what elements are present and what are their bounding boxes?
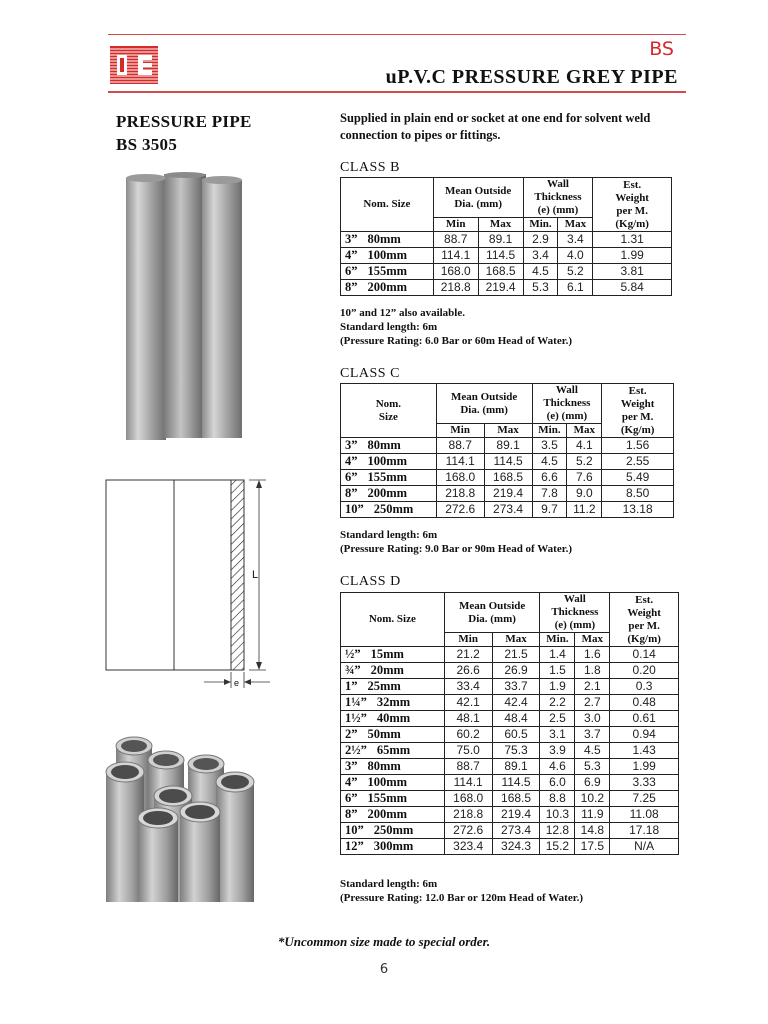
table-row bbox=[341, 679, 679, 695]
od-max-cell: 168.5 bbox=[478, 264, 523, 280]
class-b-note: Standard length: 6m bbox=[340, 321, 438, 333]
table-row bbox=[341, 248, 672, 264]
nom-size-header: Nom. Size bbox=[341, 178, 434, 232]
nominal-size-cell bbox=[341, 791, 445, 807]
nominal-size-cell bbox=[341, 711, 445, 727]
wt-max-cell: 7.6 bbox=[567, 470, 602, 486]
od-max-cell: 89.1 bbox=[484, 438, 532, 454]
size-mm: 200mm bbox=[367, 807, 408, 821]
table-row bbox=[341, 759, 679, 775]
nominal-size-cell bbox=[341, 679, 445, 695]
wt-max-cell: 3.0 bbox=[575, 711, 610, 727]
nominal-size-cell bbox=[341, 647, 445, 663]
header-top-rule bbox=[108, 34, 686, 35]
od-max-header: Max bbox=[484, 424, 532, 438]
od-min-cell: 218.8 bbox=[436, 486, 484, 502]
od-min-cell: 33.4 bbox=[444, 679, 492, 695]
size-mm: 25mm bbox=[367, 679, 401, 693]
size-mm: 155mm bbox=[367, 470, 408, 484]
size-inch: 4” bbox=[345, 248, 358, 262]
class-d-label: CLASS D bbox=[340, 574, 401, 589]
od-max-cell: 42.4 bbox=[492, 695, 540, 711]
wt-min-header: Min. bbox=[523, 218, 558, 232]
wt-min-cell: 2.2 bbox=[540, 695, 575, 711]
wt-min-cell: 10.3 bbox=[540, 807, 575, 823]
od-min-cell: 218.8 bbox=[433, 280, 478, 296]
size-mm: 80mm bbox=[367, 759, 401, 773]
wt-min-cell: 3.9 bbox=[540, 743, 575, 759]
weight-cell: N/A bbox=[610, 839, 679, 855]
class-b-label: CLASS B bbox=[340, 160, 400, 175]
nominal-size-cell bbox=[341, 823, 445, 839]
size-inch: 8” bbox=[345, 807, 358, 821]
class-b-note: 10” and 12” also available. bbox=[340, 307, 465, 319]
product-heading bbox=[116, 110, 252, 156]
class-d-note: Standard length: 6m bbox=[340, 878, 438, 890]
class-b-note: (Pressure Rating: 6.0 Bar or 60m Head of Water.) bbox=[340, 335, 572, 347]
wt-max-cell: 6.9 bbox=[575, 775, 610, 791]
wt-min-cell: 1.5 bbox=[540, 663, 575, 679]
size-inch: 6” bbox=[345, 791, 358, 805]
wt-max-cell: 5.2 bbox=[567, 454, 602, 470]
nominal-size-cell bbox=[341, 775, 445, 791]
size-mm: 250mm bbox=[373, 823, 414, 837]
weight-cell: 0.20 bbox=[610, 663, 679, 679]
size-inch: 2½” bbox=[345, 743, 367, 757]
wt-max-cell: 4.1 bbox=[567, 438, 602, 454]
nominal-size-cell bbox=[341, 438, 437, 454]
size-mm: 80mm bbox=[367, 438, 401, 452]
od-max-cell: 48.4 bbox=[492, 711, 540, 727]
od-min-header: Min bbox=[444, 633, 492, 647]
weight-cell: 0.48 bbox=[610, 695, 679, 711]
table-row bbox=[341, 743, 679, 759]
od-max-cell: 33.7 bbox=[492, 679, 540, 695]
special-order-footnote: *Uncommon size made to special order. bbox=[277, 934, 491, 949]
page-title: uP.V.C PRESSURE GREY PIPE bbox=[385, 66, 678, 88]
size-inch: 8” bbox=[345, 280, 358, 294]
table-row bbox=[341, 470, 674, 486]
nominal-size-cell bbox=[341, 695, 445, 711]
od-max-cell: 75.3 bbox=[492, 743, 540, 759]
thickness-label: e bbox=[234, 678, 240, 688]
weight-cell: 17.18 bbox=[610, 823, 679, 839]
size-mm: 200mm bbox=[367, 280, 408, 294]
nominal-size-cell bbox=[341, 663, 445, 679]
weight-cell: 1.99 bbox=[593, 248, 672, 264]
size-inch: 3” bbox=[345, 438, 358, 452]
wt-min-cell: 4.5 bbox=[532, 454, 567, 470]
size-inch: 1¼” bbox=[345, 695, 367, 709]
nominal-size-cell bbox=[341, 264, 434, 280]
od-max-cell: 89.1 bbox=[478, 232, 523, 248]
class-b-notes bbox=[340, 306, 572, 348]
od-min-cell: 272.6 bbox=[444, 823, 492, 839]
class-c-label: CLASS C bbox=[340, 366, 400, 381]
size-mm: 40mm bbox=[376, 711, 411, 725]
size-inch: 6” bbox=[345, 470, 358, 484]
nominal-size-cell bbox=[341, 486, 437, 502]
size-mm: 32mm bbox=[376, 695, 411, 709]
size-mm: 100mm bbox=[367, 248, 408, 262]
od-min-cell: 48.1 bbox=[444, 711, 492, 727]
table-row bbox=[341, 454, 674, 470]
class-d-notes bbox=[340, 877, 583, 905]
nominal-size-cell bbox=[341, 807, 445, 823]
class-b-table bbox=[340, 177, 672, 296]
product-heading-line2: BS 3505 bbox=[116, 135, 178, 154]
wt-max-cell: 4.0 bbox=[558, 248, 593, 264]
table-row bbox=[341, 727, 679, 743]
size-inch: 4” bbox=[345, 454, 358, 468]
od-max-cell: 60.5 bbox=[492, 727, 540, 743]
wt-min-cell: 3.4 bbox=[523, 248, 558, 264]
od-max-header: Max bbox=[492, 633, 540, 647]
wt-max-cell: 9.0 bbox=[567, 486, 602, 502]
od-min-cell: 168.0 bbox=[433, 264, 478, 280]
nom-size-header: Nom. Size bbox=[341, 593, 445, 647]
od-min-cell: 114.1 bbox=[436, 454, 484, 470]
size-inch: 10” bbox=[345, 502, 364, 516]
od-min-cell: 26.6 bbox=[444, 663, 492, 679]
wt-min-cell: 6.0 bbox=[540, 775, 575, 791]
od-min-cell: 114.1 bbox=[433, 248, 478, 264]
od-min-cell: 168.0 bbox=[436, 470, 484, 486]
od-min-cell: 88.7 bbox=[433, 232, 478, 248]
pipe-bundle-photo bbox=[104, 736, 264, 902]
mean-od-header: Mean Outside Dia. (mm) bbox=[433, 178, 523, 218]
wt-max-cell: 6.1 bbox=[558, 280, 593, 296]
table-row bbox=[341, 438, 674, 454]
standard-code: BS bbox=[649, 38, 674, 60]
wt-min-cell: 8.8 bbox=[540, 791, 575, 807]
nominal-size-cell bbox=[341, 502, 437, 518]
nominal-size-cell bbox=[341, 280, 434, 296]
size-mm: 300mm bbox=[373, 839, 414, 853]
od-min-cell: 60.2 bbox=[444, 727, 492, 743]
od-max-cell: 168.5 bbox=[484, 470, 532, 486]
size-mm: 100mm bbox=[367, 775, 408, 789]
class-c-note: (Pressure Rating: 9.0 Bar or 90m Head of Water.) bbox=[340, 543, 572, 555]
weight-cell: 0.14 bbox=[610, 647, 679, 663]
wt-min-header: Min. bbox=[540, 633, 575, 647]
od-max-cell: 26.9 bbox=[492, 663, 540, 679]
weight-cell: 8.50 bbox=[602, 486, 674, 502]
nominal-size-cell bbox=[341, 232, 434, 248]
size-inch: 1½” bbox=[345, 711, 367, 725]
wt-max-header: Max bbox=[575, 633, 610, 647]
table-row bbox=[341, 823, 679, 839]
nominal-size-cell bbox=[341, 839, 445, 855]
od-max-cell: 324.3 bbox=[492, 839, 540, 855]
weight-cell: 7.25 bbox=[610, 791, 679, 807]
company-logo bbox=[110, 46, 158, 84]
wt-max-cell: 1.6 bbox=[575, 647, 610, 663]
wt-min-cell: 5.3 bbox=[523, 280, 558, 296]
wt-min-cell: 4.6 bbox=[540, 759, 575, 775]
wt-min-cell: 9.7 bbox=[532, 502, 567, 518]
est-weight-header: Est. Weight per M. (Kg/m) bbox=[610, 593, 679, 647]
size-inch: 3” bbox=[345, 759, 358, 773]
length-label: L bbox=[252, 569, 259, 581]
size-mm: 200mm bbox=[367, 486, 408, 500]
wall-thickness-header: Wall Thickness (e) (mm) bbox=[532, 384, 602, 424]
class-d-table bbox=[340, 592, 679, 855]
weight-cell: 5.84 bbox=[593, 280, 672, 296]
wall-thickness-header: Wall Thickness (e) (mm) bbox=[523, 178, 593, 218]
size-inch: 2” bbox=[345, 727, 358, 741]
weight-cell: 1.56 bbox=[602, 438, 674, 454]
wt-min-cell: 4.5 bbox=[523, 264, 558, 280]
nominal-size-cell bbox=[341, 727, 445, 743]
weight-cell: 1.43 bbox=[610, 743, 679, 759]
od-max-cell: 219.4 bbox=[478, 280, 523, 296]
header-bottom-rule bbox=[108, 91, 686, 93]
wt-min-cell: 2.5 bbox=[540, 711, 575, 727]
class-d-note: (Pressure Rating: 12.0 Bar or 120m Head of Water.) bbox=[340, 892, 583, 904]
pipe-photo bbox=[126, 172, 244, 442]
table-row bbox=[341, 711, 679, 727]
wt-max-cell: 2.1 bbox=[575, 679, 610, 695]
weight-cell: 0.94 bbox=[610, 727, 679, 743]
weight-cell: 2.55 bbox=[602, 454, 674, 470]
od-max-cell: 219.4 bbox=[492, 807, 540, 823]
size-inch: ¾” bbox=[345, 663, 361, 677]
wt-max-cell: 11.2 bbox=[567, 502, 602, 518]
od-max-cell: 219.4 bbox=[484, 486, 532, 502]
size-mm: 80mm bbox=[367, 232, 401, 246]
od-max-cell: 89.1 bbox=[492, 759, 540, 775]
table-row bbox=[341, 695, 679, 711]
size-mm: 65mm bbox=[376, 743, 411, 757]
wt-max-cell: 3.7 bbox=[575, 727, 610, 743]
nominal-size-cell bbox=[341, 454, 437, 470]
od-min-header: Min bbox=[436, 424, 484, 438]
wt-min-cell: 3.1 bbox=[540, 727, 575, 743]
weight-cell: 1.99 bbox=[610, 759, 679, 775]
od-max-header: Max bbox=[478, 218, 523, 232]
od-min-cell: 114.1 bbox=[444, 775, 492, 791]
est-weight-header: Est. Weight per M. (Kg/m) bbox=[593, 178, 672, 232]
size-mm: 20mm bbox=[370, 663, 404, 677]
wt-max-cell: 5.3 bbox=[575, 759, 610, 775]
table-row bbox=[341, 647, 679, 663]
table-row bbox=[341, 502, 674, 518]
od-min-cell: 42.1 bbox=[444, 695, 492, 711]
product-heading-line1: PRESSURE PIPE bbox=[116, 112, 252, 131]
wt-min-cell: 7.8 bbox=[532, 486, 567, 502]
est-weight-header: Est. Weight per M. (Kg/m) bbox=[602, 384, 674, 438]
weight-cell: 0.3 bbox=[610, 679, 679, 695]
table-row bbox=[341, 839, 679, 855]
od-max-cell: 21.5 bbox=[492, 647, 540, 663]
wt-min-cell: 1.9 bbox=[540, 679, 575, 695]
nom-size-header: Nom. Size bbox=[341, 384, 437, 438]
size-inch: 3” bbox=[345, 232, 358, 246]
od-max-cell: 168.5 bbox=[492, 791, 540, 807]
nominal-size-cell bbox=[341, 743, 445, 759]
wt-max-cell: 14.8 bbox=[575, 823, 610, 839]
od-min-cell: 88.7 bbox=[436, 438, 484, 454]
wt-min-cell: 2.9 bbox=[523, 232, 558, 248]
od-max-cell: 114.5 bbox=[492, 775, 540, 791]
page-number: 6 bbox=[379, 962, 389, 977]
od-max-cell: 114.5 bbox=[478, 248, 523, 264]
od-min-cell: 75.0 bbox=[444, 743, 492, 759]
nominal-size-cell bbox=[341, 248, 434, 264]
size-inch: ½” bbox=[345, 647, 361, 661]
od-max-cell: 273.4 bbox=[492, 823, 540, 839]
wt-max-cell: 3.4 bbox=[558, 232, 593, 248]
wt-max-header: Max bbox=[567, 424, 602, 438]
size-mm: 100mm bbox=[367, 454, 408, 468]
weight-cell: 11.08 bbox=[610, 807, 679, 823]
size-mm: 155mm bbox=[367, 264, 408, 278]
table-row bbox=[341, 486, 674, 502]
size-mm: 250mm bbox=[373, 502, 414, 516]
wt-max-header: Max bbox=[558, 218, 593, 232]
size-mm: 15mm bbox=[370, 647, 404, 661]
pipe-section-diagram bbox=[104, 476, 276, 692]
weight-cell: 5.49 bbox=[602, 470, 674, 486]
wt-min-header: Min. bbox=[532, 424, 567, 438]
weight-cell: 13.18 bbox=[602, 502, 674, 518]
size-inch: 1” bbox=[345, 679, 358, 693]
class-c-note: Standard length: 6m bbox=[340, 529, 438, 541]
weight-cell: 3.81 bbox=[593, 264, 672, 280]
od-max-cell: 114.5 bbox=[484, 454, 532, 470]
size-inch: 12” bbox=[345, 839, 364, 853]
wt-max-cell: 2.7 bbox=[575, 695, 610, 711]
table-row bbox=[341, 663, 679, 679]
wt-max-cell: 5.2 bbox=[558, 264, 593, 280]
mean-od-header: Mean Outside Dia. (mm) bbox=[444, 593, 540, 633]
mean-od-header: Mean Outside Dia. (mm) bbox=[436, 384, 532, 424]
wt-min-cell: 12.8 bbox=[540, 823, 575, 839]
od-min-cell: 88.7 bbox=[444, 759, 492, 775]
size-inch: 6” bbox=[345, 264, 358, 278]
nominal-size-cell bbox=[341, 759, 445, 775]
wt-min-cell: 6.6 bbox=[532, 470, 567, 486]
wt-min-cell: 1.4 bbox=[540, 647, 575, 663]
size-mm: 50mm bbox=[367, 727, 401, 741]
table-row bbox=[341, 232, 672, 248]
weight-cell: 0.61 bbox=[610, 711, 679, 727]
wt-min-cell: 3.5 bbox=[532, 438, 567, 454]
size-inch: 10” bbox=[345, 823, 364, 837]
intro-text: Supplied in plain end or socket at one end for solvent weld connection to pipes or fittings. bbox=[340, 111, 651, 142]
table-row bbox=[341, 264, 672, 280]
od-min-header: Min bbox=[433, 218, 478, 232]
wt-max-cell: 10.2 bbox=[575, 791, 610, 807]
table-row bbox=[341, 775, 679, 791]
size-inch: 4” bbox=[345, 775, 358, 789]
class-c-table bbox=[340, 383, 674, 518]
size-inch: 8” bbox=[345, 486, 358, 500]
table-row bbox=[341, 280, 672, 296]
table-row bbox=[341, 807, 679, 823]
weight-cell: 1.31 bbox=[593, 232, 672, 248]
wt-min-cell: 15.2 bbox=[540, 839, 575, 855]
nominal-size-cell bbox=[341, 470, 437, 486]
wt-max-cell: 17.5 bbox=[575, 839, 610, 855]
od-min-cell: 272.6 bbox=[436, 502, 484, 518]
wt-max-cell: 11.9 bbox=[575, 807, 610, 823]
wt-max-cell: 4.5 bbox=[575, 743, 610, 759]
table-row bbox=[341, 791, 679, 807]
wall-thickness-header: Wall Thickness (e) (mm) bbox=[540, 593, 610, 633]
od-min-cell: 168.0 bbox=[444, 791, 492, 807]
weight-cell: 3.33 bbox=[610, 775, 679, 791]
od-min-cell: 21.2 bbox=[444, 647, 492, 663]
wt-max-cell: 1.8 bbox=[575, 663, 610, 679]
od-min-cell: 323.4 bbox=[444, 839, 492, 855]
size-mm: 155mm bbox=[367, 791, 408, 805]
od-max-cell: 273.4 bbox=[484, 502, 532, 518]
od-min-cell: 218.8 bbox=[444, 807, 492, 823]
class-c-notes bbox=[340, 528, 572, 556]
